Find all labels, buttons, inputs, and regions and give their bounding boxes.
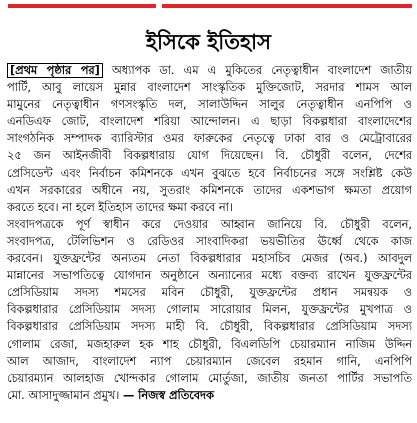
article-line-3: মামুনের নেতৃত্বাধীন গণসংস্কৃতি দল, সালাউদ্দিন সালুর নেতৃত্বাধীন এনপিপি ও (7, 98, 412, 112)
article-line-16: বিকল্পধারার প্রেসিডিয়াম সদস্য মাহী বি. চৌধুরী, বিকল্পধারার প্রেসিডিয়াম সদস্য (7, 320, 412, 334)
article-line-14: প্রেসিডিয়াম সদস্য শমসের মবিন চৌধুরী, যুক্তফ্রন্টের প্রধান সমন্বয়ক ও (7, 286, 412, 300)
article-line-4: এনডিএফ জোট, বাংলাদেশ শরিয়া আন্দোলন। এ ছাড়া বিকল্পধারা বাংলাদেশের (7, 115, 412, 129)
red-rule-left (8, 4, 156, 8)
article-line-11: সংবাদপত্র, টেলিভিশন ও রেডিওর সাংবাদিকরা ভয়ভীতির ঊর্ধ্বে থেকে কাজ (7, 234, 412, 248)
article-line-18: আল আজাদ, বাংলাদেশ ন্যাপ চেয়ারম্যান জেবেল রহমান গানি, এনপিপি (7, 354, 412, 368)
article-line-5: সাংগঠনিক সম্পাদক ব্যারিস্টার ওমর ফারুকের নেতৃত্বে ঢাকা বার ও মেট্রোবারের (7, 132, 412, 146)
article-line-9: করতে হবে। না হলে ইতিহাস তাদের ক্ষমা করবে না। (7, 200, 233, 214)
article-line-12: করবেন। যুক্তফ্রন্টের অন্যতম নেতা বিকল্পধারার মহাসচিব মেজর (অব.) আবদুল (7, 252, 412, 266)
continued-tag: [প্রথম পৃষ্ঠার পর] (7, 63, 103, 78)
article-body (7, 62, 412, 404)
article-line-10: সংবাদপত্রকে পূর্ণ স্বাধীন করে দেওয়ার আহ্বান জানিয়ে বি. চৌধুরী বলেন, (7, 217, 412, 231)
article-line-13: মান্নানের সভাপতিত্বে যোগদান অনুষ্ঠানে অন্যান্যের মধ্যে বক্তব্য রাখেন যুক্তফ্রন্টের (7, 269, 412, 283)
article-line-8: এখন সরকারের অধীনে নয়, সুতরাং কমিশনকে তাদের একশভাগ ক্ষমতা প্রয়োগ (7, 183, 412, 197)
article-line-6: ২৫ জন আইনজীবী বিকল্পধারায় যোগ দিয়েছেন। বি. চৌধুরী বলেন, দেশের (7, 149, 412, 163)
article-line-17: গোলাম রেজা, মজহারুল হক শাহ চৌধুরী, বিএলডিপি চেয়ারম্যান নাজিম উদ্দিন (7, 337, 412, 351)
article-line-19: চেয়ারম্যান আলহাজ খোন্দকার গোলাম মোর্তুজা, জাতীয় জনতা পার্টির সভাপতি (7, 371, 412, 385)
article-headline: ইসিকে ইতিহাস (146, 30, 271, 54)
article-line-20: মো. আসাদুজ্জামান প্রমুখ। — নিজস্ব প্রতিবেদক (7, 388, 214, 402)
red-rule-right (162, 4, 412, 8)
byline: — নিজস্ব প্রতিবেদক (122, 388, 214, 402)
article-line-2: পার্টি, আবু লায়েস মুন্নার বাংলাদেশ সাংস্কৃতিক মুক্তিজোট, সরদার শামস আল (7, 81, 412, 95)
article-line-7: প্রেসিডেন্ট এবং নির্বাচন কমিশনকে এখন বুঝতে হবে নির্বাচনের সঙ্গে সংশ্লিষ্ট কেউ (7, 166, 412, 180)
article-line-1: [প্রথম পৃষ্ঠার পর] অধ্যাপক ডা. এম এ মুকিতের নেতৃত্বাধীন বাংলাদেশ জাতীয় (7, 62, 412, 79)
article-line-15: বিকল্পধারার প্রেসিডিয়াম সদস্য গোলাম সারোয়ার মিলন, যুক্তফ্রন্টের মুখপাত্র ও (7, 303, 412, 317)
